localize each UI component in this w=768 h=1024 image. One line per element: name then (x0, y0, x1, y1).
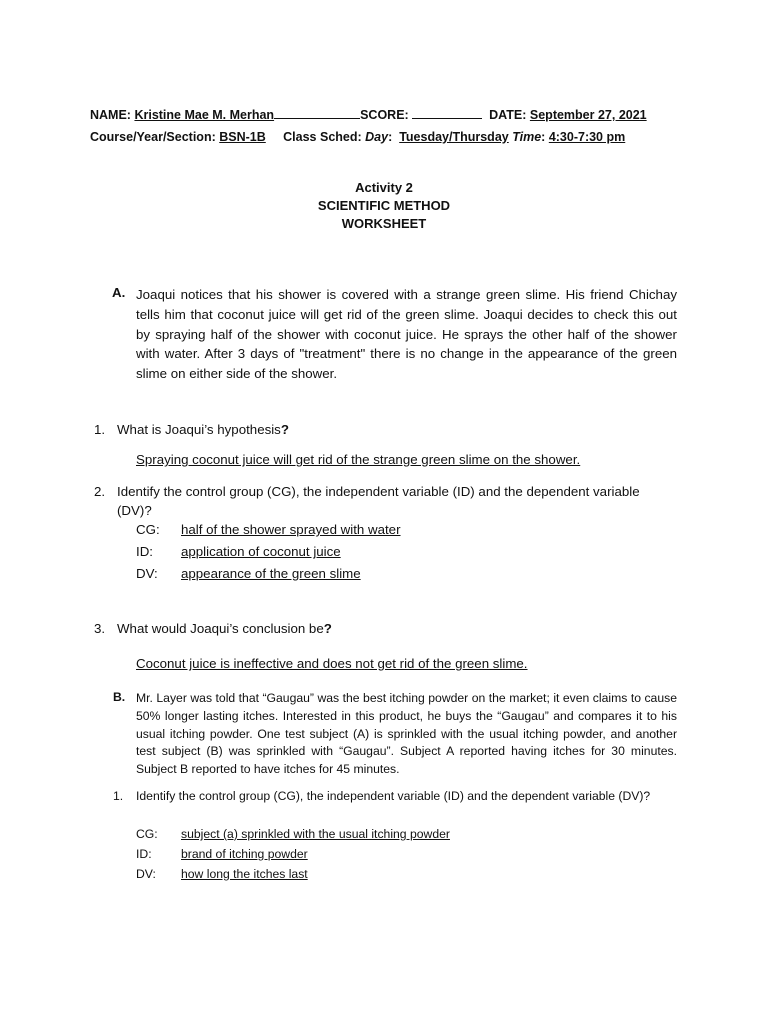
a-q1-question (117, 422, 289, 437)
a-q2-dv-label: DV: (136, 566, 158, 581)
b-id-row (136, 847, 308, 861)
name-label: NAME: (90, 108, 131, 122)
b-cg-label: CG: (136, 827, 158, 841)
date-label: DATE: (489, 108, 527, 122)
b-dv-row (136, 867, 308, 881)
section-a-paragraph: Joaqui notices that his shower is covered with a strange green slime. His friend Chichay tells him that coconut juice will get rid of the green slime. Joaqui decides to check this out by spraying half of the shower with coconut juice. He sprays the other half of the shower with water. After 3 days of "treatment" there is no change in the appearance of the green slime on either side of the shower. (136, 287, 677, 382)
a-q3-question (117, 621, 332, 636)
day-label: Day (365, 130, 389, 144)
a-q1-text: What is Joaqui’s hypothesis (117, 422, 281, 437)
score-label: SCORE: (360, 108, 409, 122)
a-q1-number: 1. (94, 422, 106, 437)
a-q2-number: 2. (94, 484, 106, 499)
course-label: Course/Year/Section: (90, 130, 216, 144)
b-dv-value: how long the itches last (181, 867, 308, 881)
header-course-line: Course/Year/Section: BSN-1B Class Sched: Day: Tuesday/Thursday Time: 4:30-7:30 pm (90, 130, 626, 144)
b-id-value: brand of itching powder (181, 847, 308, 861)
score-blank (412, 118, 482, 119)
a-q3-answer: Coconut juice is ineffective and does not get rid of the green slime. (136, 656, 528, 671)
a-q2-cg-row (136, 522, 401, 537)
section-b-marker: B. (113, 690, 126, 704)
name-underline (274, 118, 360, 119)
a-q3-text: What would Joaqui’s conclusion be (117, 621, 324, 636)
b-id-label: ID: (136, 847, 152, 861)
a-q2-id-value: application of coconut juice (181, 544, 341, 559)
b-q1-text: Identify the control group (CG), the independent variable (ID) and the dependent variable (DV)? (136, 789, 651, 803)
worksheet-subtitle: SCIENTIFIC METHOD (317, 198, 451, 213)
header-name-line (90, 108, 647, 122)
time-value: 4:30-7:30 pm (548, 130, 626, 144)
a-q3-number: 3. (94, 621, 106, 636)
name-value: Kristine Mae M. Merhan (134, 108, 275, 122)
worksheet-label: WORKSHEET (341, 216, 427, 231)
course-value: BSN-1B (219, 130, 266, 144)
a-q2-text-line1: Identify the control group (CG), the independent variable (ID) and the dependent variable (117, 484, 640, 499)
a-q2-text-line2: (DV)? (117, 503, 152, 518)
a-q2-cg-label: CG: (136, 522, 160, 537)
section-b-paragraph: Mr. Layer was told that “Gaugau” was the best itching powder on the market; it even claims to cause 50% longer lasting itches. Interested in this product, he buys the “Gaugau” and compares it to his usual itching powder. One test subject (A) is sprinkled with the usual itching powder, and another test subject (B) was sprinkled with “Gaugau”. Subject A reported having itches for 30 minutes. Subject B reported to have itches for 45 minutes. (136, 691, 677, 777)
a-q2-cg-value: half of the shower sprayed with water (181, 522, 401, 537)
day-value: Tuesday/Thursday (399, 130, 509, 144)
section-a-marker: A. (112, 285, 126, 300)
class-sched-label: Class Sched: (283, 130, 362, 144)
a-q2-id-row (136, 544, 341, 559)
b-cg-value: subject (a) sprinkled with the usual itching powder (181, 827, 450, 841)
b-cg-row (136, 827, 450, 841)
time-label: Time (512, 130, 542, 144)
a-q2-dv-value: appearance of the green slime (181, 566, 361, 581)
a-q2-dv-row (136, 566, 361, 581)
activity-title: Activity 2 (355, 180, 413, 195)
a-q3-mark: ? (323, 621, 332, 636)
b-q1-number: 1. (113, 789, 124, 803)
date-value: September 27, 2021 (529, 108, 647, 122)
b-dv-label: DV: (136, 867, 156, 881)
a-q1-answer: Spraying coconut juice will get rid of the strange green slime on the shower. (136, 452, 581, 467)
a-q2-id-label: ID: (136, 544, 153, 559)
a-q1-mark: ? (280, 422, 289, 437)
